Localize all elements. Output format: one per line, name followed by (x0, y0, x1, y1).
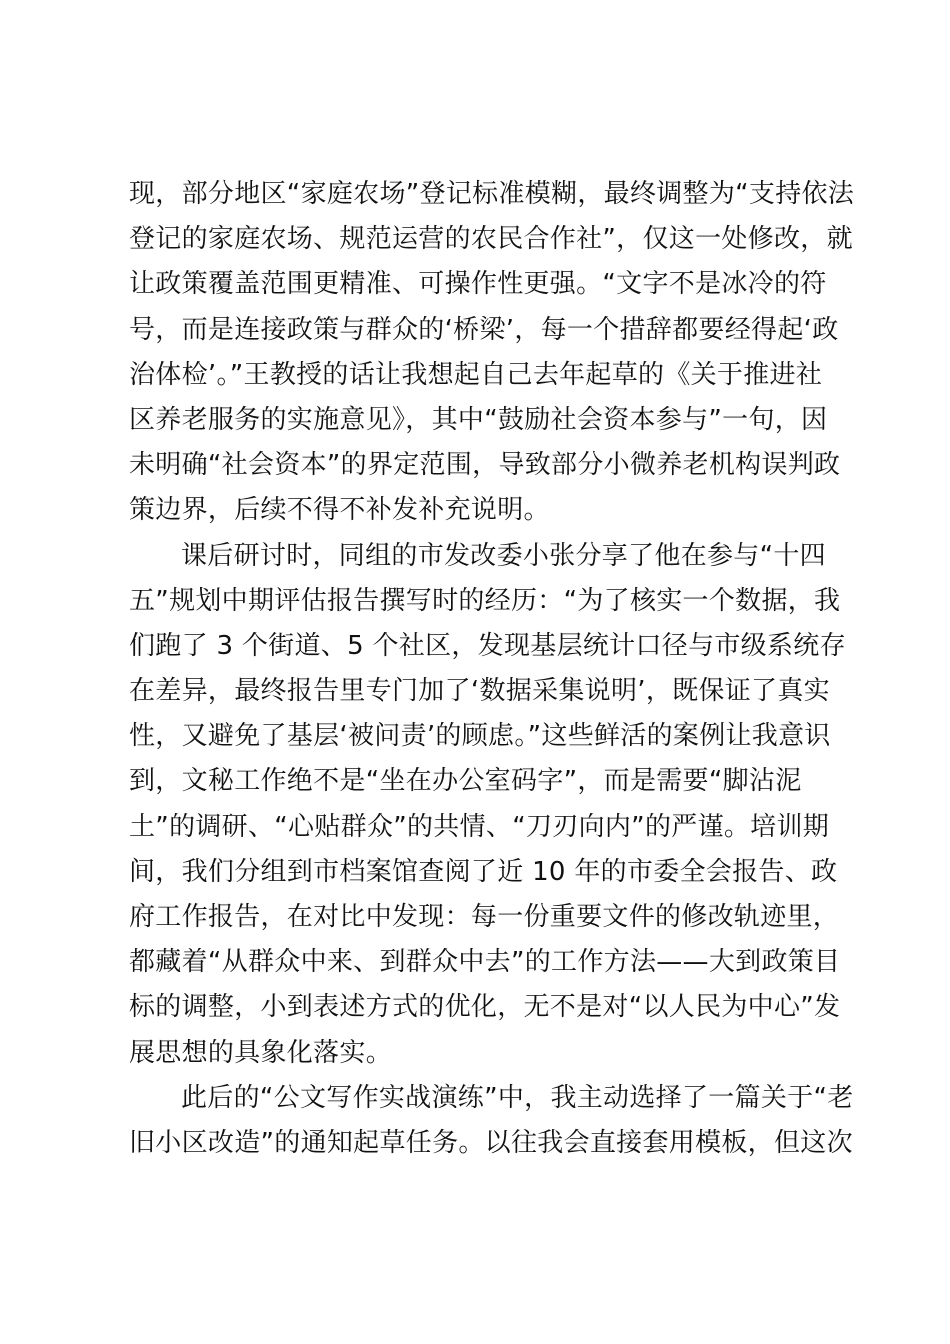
text-line: 性，又避免了基层‘被问责’的顾虑。”这些鲜活的案例让我意识 (129, 721, 831, 752)
text-line: 登记的家庭农场、规范运营的农民合作社”，仅这一处修改，就 (129, 224, 853, 255)
paragraph-2 (129, 534, 846, 1076)
text-line: 未明确“社会资本”的界定范围，导致部分小微养老机构误判政 (129, 450, 841, 481)
text-line: 土”的调研、“心贴群众”的共情、“刀刃向内”的严谨。培训期 (129, 811, 830, 842)
text-line: 在差异，最终报告里专门加了‘数据采集说明’，既保证了真实 (129, 676, 830, 707)
text-line: 课后研讨时，同组的市发改委小张分享了他在参与“十四 (181, 540, 826, 571)
paragraph-3 (129, 1076, 854, 1166)
text-line: 让政策覆盖范围更精准、可操作性更强。“文字不是冰冷的符 (129, 269, 827, 300)
text-line: 五”规划中期评估报告撰写时的经历：“为了核实一个数据，我 (129, 585, 841, 616)
text-line: 策边界，后续不得不补发补充说明。 (129, 495, 550, 526)
text-line: 现，部分地区“家庭农场”登记标准模糊，最终调整为“支持依法 (129, 179, 855, 209)
document-body (129, 172, 855, 1166)
paragraph-1 (129, 172, 855, 534)
text-line: 展思想的具象化落实。 (129, 1037, 393, 1068)
text-line: 区养老服务的实施意见》，其中“鼓励社会资本参与”一句，因 (129, 404, 828, 435)
text-line: 府工作报告，在对比中发现：每一份重要文件的修改轨迹里， (129, 902, 840, 932)
text-line: 标的调整，小到表述方式的优化，无不是对“以人民为中心”发 (129, 992, 841, 1023)
text-line: 治体检’。”王教授的话让我想起自己去年起草的《关于推进社 (129, 359, 823, 390)
text-line: 号，而是连接政策与群众的‘桥梁’，每一个措辞都要经得起‘政 (129, 314, 839, 345)
text-line: 间，我们分组到市档案馆查阅了近 10 年的市委全会报告、政 (129, 856, 838, 887)
text-line: 旧小区改造”的通知起草任务。以往我会直接套用模板，但这次 (129, 1127, 853, 1158)
text-line: 都藏着“从群众中来、到群众中去”的工作方法——大到政策目 (129, 947, 841, 978)
text-line: 到，文秘工作绝不是“坐在办公室码字”，而是需要“脚沾泥 (129, 766, 802, 797)
text-line: 此后的“公文写作实战演练”中，我主动选择了一篇关于“老 (181, 1082, 854, 1113)
text-line: 们跑了 3 个街道、5 个社区，发现基层统计口径与市级系统存 (129, 630, 846, 661)
